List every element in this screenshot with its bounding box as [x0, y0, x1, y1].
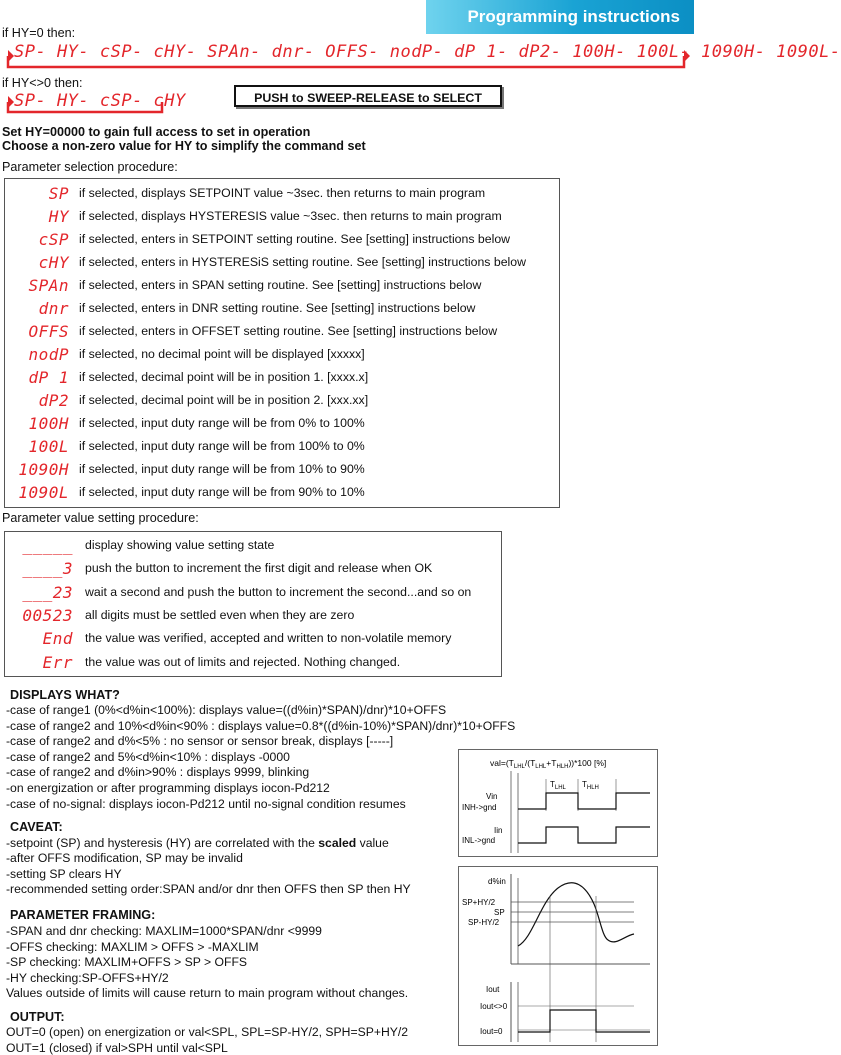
svg-text:INL->gnd: INL->gnd [462, 836, 496, 845]
framing-line: -HY checking:SP-OFFS+HY/2 [6, 970, 169, 985]
param-row [5, 557, 501, 580]
svg-text:d%in: d%in [488, 877, 506, 886]
svg-text:TLHL: $T_{LHL}$ [550, 780, 566, 791]
formula-text: $val=(T_{LHL}/(T_{LHL}+T_{HLH}))*100$ [%] [490, 758, 607, 770]
param-description: if selected, displays HYSTERESIS value ~3sec. then returns to main program [79, 209, 502, 223]
param-row [5, 228, 559, 251]
param-description: wait a second and push the button to increment the second...and so on [85, 584, 472, 599]
short-menu-sequence: SP- HY- cSP- cHY [14, 91, 186, 111]
svg-text:Iout=0: Iout=0 [480, 1027, 503, 1036]
framing-line: Values outside of limits will cause return to main program without changes. [6, 986, 409, 1001]
displays-line: -case of no-signal: displays iocon-Pd212 until no-signal condition resumes [6, 796, 406, 811]
param-description: if selected, displays SETPOINT value ~3sec. then returns to main program [79, 186, 486, 200]
framing-line: -SPAN and dnr checking: MAXLIM=1000*SPAN/dnr <9999 [6, 924, 322, 938]
framing-heading: PARAMETER FRAMING: [10, 908, 156, 922]
param-row [5, 320, 559, 343]
param-code-display: nodP [28, 345, 69, 364]
param-code-display: dP 1 [28, 368, 69, 387]
param-description: if selected, enters in OFFSET setting routine. See [setting] instructions below [79, 324, 498, 338]
displays-line: -case of range2 and 5%<d%in<10% : displays -0000 [6, 749, 290, 764]
param-code-display: dP2 [38, 391, 69, 410]
svg-text:Iout: Iout [486, 985, 500, 994]
svg-text:SP: SP [494, 908, 505, 917]
displays-line: -case of range2 and d%<5% : no sensor or sensor break, displays [-----] [6, 734, 394, 749]
displays-heading: DISPLAYS WHAT? [10, 688, 120, 702]
note-full-access: Set HY=00000 to gain full access to set in operation [2, 125, 311, 139]
param-row [5, 481, 559, 504]
param-row [5, 458, 559, 481]
displays-line: -case of range2 and 10%<d%in<90% : displays value=0.8*((d%in-10%)*SPAN)/dnr)*10+OFFS [6, 718, 516, 733]
param-code-display: 100H [28, 414, 69, 433]
page-title: Programming instructions [426, 0, 694, 34]
param-row [5, 366, 559, 389]
param-code-display: 1090L [18, 483, 69, 502]
svg-text:THLH: $T_{HLH}$ [582, 780, 599, 791]
svg-text:INH->gnd: INH->gnd [462, 803, 497, 812]
param-description: if selected, enters in DNR setting routine. See [setting] instructions below [79, 301, 476, 315]
param-row [5, 182, 559, 205]
param-code-display: HY [48, 207, 69, 226]
param-row [5, 604, 501, 627]
param-selection-box [4, 178, 560, 508]
param-description: the value was out of limits and rejected. Nothing changed. [85, 654, 401, 669]
full-menu-sequence: SP- HY- cSP- cHY- SPAn- dnr- OFFS- nodP- dP 1- dP2- 100H- 100L- 1090H- 1090L- [14, 42, 841, 62]
param-row [5, 274, 559, 297]
param-code-display: cHY [38, 253, 69, 272]
svg-text:SP-HY/2: SP-HY/2 [468, 918, 500, 927]
value-setting-title: Parameter value setting procedure: [2, 511, 199, 525]
duty-cycle-diagram [458, 749, 658, 857]
param-code-display: cSP [38, 230, 69, 249]
push-sweep-release-button[interactable]: PUSH to SWEEP-RELEASE to SELECT [234, 85, 502, 107]
caveat-line-scaled: -setpoint (SP) and hysteresis (HY) are correlated with the scaled value [6, 836, 389, 850]
param-description: if selected, input duty range will be from 10% to 90% [79, 462, 365, 476]
displays-line: -case of range1 (0%<d%in<100%): displays value=((d%in)*SPAN)/dnr)*10+OFFS [6, 703, 447, 717]
param-description: all digits must be settled even when they are zero [85, 607, 355, 622]
param-description: display showing value setting state [85, 538, 275, 552]
hysteresis-diagram [458, 866, 658, 1046]
output-heading: OUTPUT: [10, 1010, 65, 1024]
param-description: if selected, input duty range will be from 0% to 100% [79, 416, 365, 430]
param-row [5, 435, 559, 458]
svg-text:Iout<>0: Iout<>0 [480, 1002, 508, 1011]
param-row [5, 627, 501, 650]
param-description: if selected, input duty range will be from 90% to 10% [79, 485, 365, 499]
caveat-heading: CAVEAT: [10, 820, 63, 834]
framing-line: -SP checking: MAXLIM+OFFS > SP > OFFS [6, 955, 248, 970]
framing-line: -OFFS checking: MAXLIM > OFFS > -MAXLIM [6, 939, 259, 954]
param-code-display: 100L [28, 437, 69, 456]
param-code-display: Err [42, 652, 73, 672]
caveat-line: -recommended setting order:SPAN and/or dnr then OFFS then SP then HY [6, 882, 411, 896]
displays-line: -case of range2 and d%in>90% : displays 9999, blinking [6, 765, 310, 780]
param-row [5, 389, 559, 412]
param-row [5, 205, 559, 228]
svg-text:Vin: Vin [486, 792, 498, 801]
output-line: OUT=1 (closed) if val>SPH until val<SPL [6, 1040, 228, 1055]
caveat-line: -setting SP clears HY [6, 866, 122, 881]
param-description: if selected, enters in HYSTERESiS setting routine. See [setting] instructions below [79, 255, 527, 269]
note-simplify: Choose a non-zero value for HY to simplify the command set [2, 139, 366, 153]
param-description: if selected, decimal point will be in position 2. [xxx.xx] [79, 393, 369, 407]
value-setting-box [4, 531, 502, 677]
param-description: if selected, input duty range will be from 100% to 0% [79, 439, 365, 453]
param-code-display: dnr [38, 299, 69, 318]
hy-nonzero-label: if HY<>0 then: [2, 76, 83, 90]
param-row [5, 343, 559, 366]
param-row [5, 651, 501, 674]
param-code-display: SP [48, 184, 69, 203]
param-selection-title: Parameter selection procedure: [2, 160, 178, 174]
param-description: if selected, no decimal point will be displayed [xxxxx] [79, 347, 365, 361]
param-row [5, 251, 559, 274]
param-row [5, 297, 559, 320]
param-code-display: _____ [22, 536, 73, 555]
param-description: push the button to increment the first digit and release when OK [85, 561, 433, 576]
param-code-display: OFFS [28, 322, 69, 341]
caveat-line: -after OFFS modification, SP may be invalid [6, 851, 243, 865]
param-description: the value was verified, accepted and written to non-volatile memory [85, 631, 452, 646]
param-row [5, 581, 501, 604]
displays-line: -on energization or after programming displays iocon-Pd212 [6, 781, 330, 795]
param-description: if selected, enters in SPAN setting routine. See [setting] instructions below [79, 278, 482, 292]
svg-text:SP+HY/2: SP+HY/2 [462, 898, 496, 907]
param-code-display: ____3 [22, 559, 73, 579]
svg-text:Iin: Iin [494, 826, 503, 835]
output-line: OUT=0 (open) on energization or val<SPL, SPL=SP-HY/2, SPH=SP+HY/2 [6, 1025, 409, 1039]
param-code-display: SPAn [28, 276, 69, 295]
param-row [5, 412, 559, 435]
hy-zero-label: if HY=0 then: [2, 26, 76, 40]
param-code-display: 00523 [22, 605, 73, 625]
param-description: if selected, decimal point will be in position 1. [xxxx.x] [79, 370, 369, 384]
param-code-display: ___23 [22, 582, 73, 602]
param-description: if selected, enters in SETPOINT setting routine. See [setting] instructions below [79, 232, 511, 246]
param-code-display: 1090H [18, 460, 69, 479]
param-row [5, 534, 501, 557]
param-code-display: End [42, 629, 73, 649]
